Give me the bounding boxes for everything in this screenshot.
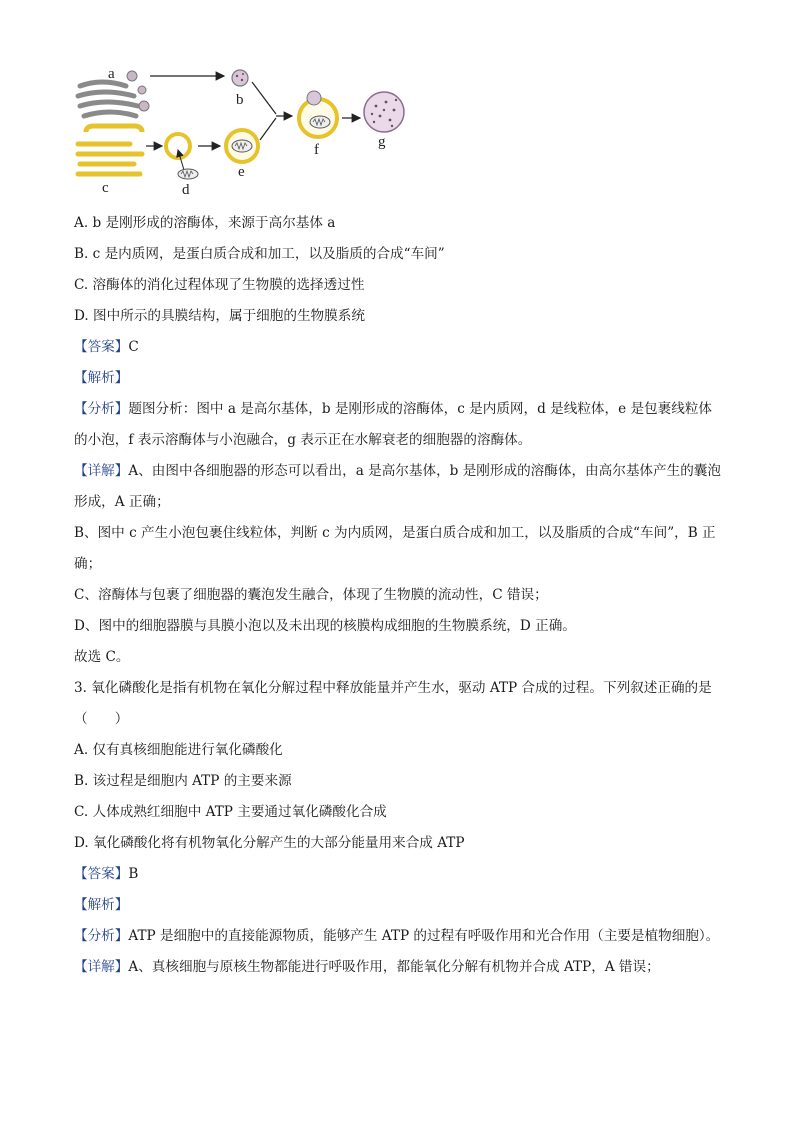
arrow-e-to-f [260,118,276,140]
label-c: c [102,180,109,196]
q3-option-b: B. 该过程是细胞内 ATP 的主要来源 [74,773,292,789]
forming-vesicle [166,134,190,170]
figure-svg [74,60,434,200]
answer-value: C [128,339,139,355]
answer-tag: 【答案】 [74,866,129,882]
xiangjie-a: A、真核细胞与原核生物都能进行呼吸作用，都能氧化分解有机物并合成 ATP，A 错误； [128,959,660,975]
xiangjie-a: A、由图中各细胞器的形态可以看出，a 是高尔基体，b 是刚形成的溶酶体，由高尔基体产生的囊泡形成，A 正确； [74,463,721,510]
xiangjie-tag: 【详解】 [74,959,129,975]
fenxi-text: ATP 是细胞中的直接能源物质，能够产生 ATP 的过程有呼吸作用和光合作用（主要是植物细胞）。 [128,928,720,944]
vesicle-e [226,130,258,162]
fenxi-tag: 【分析】 [74,928,129,944]
label-b: b [236,92,244,108]
q2-xiangjie [74,456,722,518]
q2-conclusion: 故选 C。 [74,649,130,665]
fenxi-tag: 【分析】 [74,401,129,417]
arrow-b-to-f [252,82,276,114]
q2-fenxi [74,394,722,456]
q3-stem: 3. 氧化磷酸化是指有机物在氧化分解过程中释放能量并产生水，驱动 ATP 合成的过程。下列叙述正确的是（ ） [74,680,712,727]
q2-answer [74,332,722,363]
q2-explain-b: B、图中 c 产生小泡包裹住线粒体，判断 c 为内质网，是蛋白质合成和加工，以及脂质的合成“车间”，B 正确； [74,525,716,572]
lysosome-formation-figure [74,60,434,200]
mitochondrion-d [178,169,198,179]
label-a: a [108,66,115,82]
q3-fenxi [74,921,722,952]
q2-explain-c: C、溶酶体与包裹了细胞器的囊泡发生融合，体现了生物膜的流动性，C 错误； [74,587,548,603]
q3-analysis-heading [74,890,722,921]
answer-value: B [128,866,139,882]
q2-option-b: B. c 是内质网，是蛋白质合成和加工，以及脂质的合成“车间” [74,246,445,262]
q2-explain-d: D、图中的细胞器膜与具膜小泡以及未出现的核膜构成细胞的生物膜系统，D 正确。 [74,618,576,634]
analysis-tag: 【解析】 [74,370,129,386]
label-g: g [378,134,386,150]
label-d: d [182,182,190,198]
lysosome-g [364,92,404,132]
lysosome-b [232,70,248,86]
fenxi-text: 题图分析：图中 a 是高尔基体，b 是刚形成的溶酶体，c 是内质网，d 是线粒体，e 是包裹线粒体的小泡，f 表示溶酶体与小泡融合，g 表示正在水解衰老的细胞器的溶酶体。 [74,401,713,448]
q2-option-d: D. 图中所示的具膜结构，属于细胞的生物膜系统 [74,308,365,324]
label-e: e [238,164,245,180]
endoplasmic-reticulum-c [78,126,142,174]
xiangjie-tag: 【详解】 [74,463,129,479]
q3-option-d: D. 氧化磷酸化将有机物氧化分解产生的大部分能量用来合成 ATP [74,835,465,851]
q2-option-a: A. b 是刚形成的溶酶体，来源于高尔基体 a [74,215,336,231]
q2-analysis-heading [74,363,722,394]
fusion-f [299,91,337,137]
q3-xiangjie [74,952,722,983]
q3-option-a: A. 仅有真核细胞能进行氧化磷酸化 [74,742,283,758]
question-content [74,208,722,983]
q3-answer [74,859,722,890]
q3-option-c: C. 人体成熟红细胞中 ATP 主要通过氧化磷酸化合成 [74,804,387,820]
q2-option-c: C. 溶酶体的消化过程体现了生物膜的选择透过性 [74,277,365,293]
label-f: f [314,142,319,158]
analysis-tag: 【解析】 [74,897,129,913]
answer-tag: 【答案】 [74,339,129,355]
